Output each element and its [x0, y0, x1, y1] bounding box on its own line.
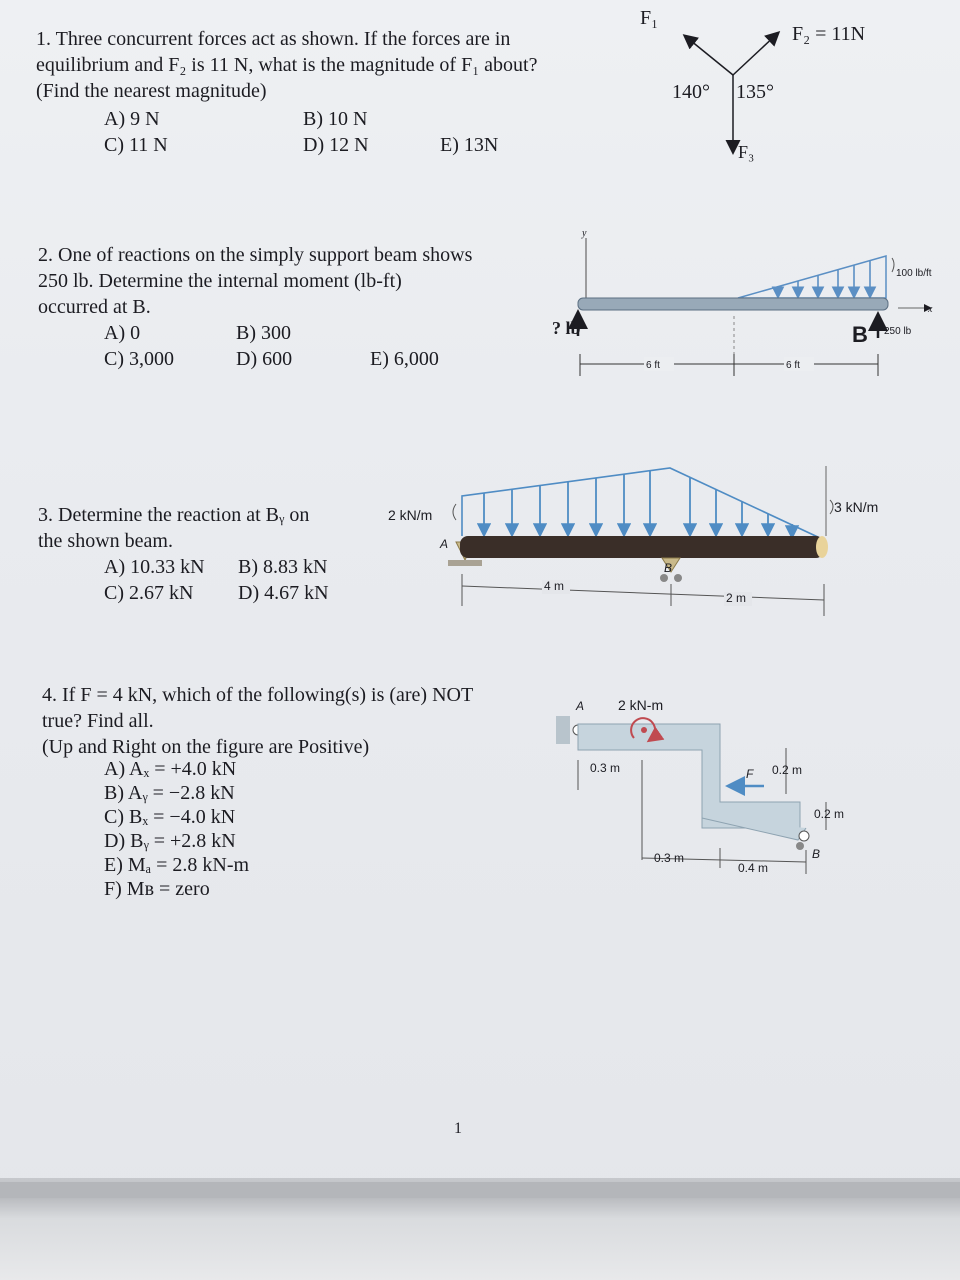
- q3-dimension-1: 4 m: [544, 579, 565, 593]
- q4-dim-5: 0.2 m: [814, 807, 845, 821]
- question-4-text: [42, 682, 473, 760]
- q3-point-a: A: [440, 537, 449, 551]
- q4-line-2: true? Find all.: [42, 710, 154, 732]
- q3-left-load-label: 2 kN/m: [388, 507, 433, 523]
- q4-bent-member: [578, 724, 803, 828]
- monitor-edge: [0, 1182, 960, 1198]
- q1-option-d[interactable]: D) 12 N: [303, 134, 369, 156]
- reaction-a-label: ? lb: [552, 318, 581, 338]
- q4-option-f[interactable]: F) Mʙ = zero: [104, 878, 210, 900]
- q2-beam-diagram: [548, 226, 948, 386]
- angle-135-label: 135°: [736, 81, 774, 103]
- q2-dimension-1: 6 ft: [646, 360, 660, 371]
- q3-option-a[interactable]: A) 10.33 kN: [104, 556, 205, 578]
- q3-beam: [460, 536, 824, 558]
- q4-option-a[interactable]: A) Aₓ = +4.0 kN: [104, 758, 237, 780]
- question-2-text: [38, 242, 472, 320]
- q4-option-b[interactable]: B) Aᵧ = −2.8 kN: [104, 782, 235, 804]
- f2-label: F₂ = 11N: [792, 23, 866, 45]
- q1-option-b[interactable]: B) 10 N: [303, 108, 368, 130]
- angle-140-label: 140°: [672, 81, 710, 103]
- q3-beam-diagram: [384, 456, 944, 626]
- f3-label: F₃: [738, 142, 755, 162]
- q2-line-1: 2. One of reactions on the simply support beam shows: [38, 244, 473, 266]
- q2-option-a[interactable]: A) 0: [104, 322, 141, 344]
- reaction-b-label: 250 lb: [884, 326, 912, 337]
- q3-point-b: B: [664, 561, 673, 575]
- q2-option-d[interactable]: D) 600: [236, 348, 293, 370]
- q1-option-a[interactable]: A) 9 N: [104, 108, 160, 130]
- q2-line-3: occurred at B.: [38, 296, 151, 318]
- q1-line-1: 1. Three concurrent forces act as shown. If the forces are in: [36, 28, 511, 50]
- q2-line-2: 250 lb. Determine the internal moment (lb-ft): [38, 270, 402, 292]
- f1-vector: [685, 36, 733, 75]
- q1-option-c[interactable]: C) 11 N: [104, 134, 168, 156]
- q3-load-outline: [462, 468, 820, 538]
- point-b-label: B: [852, 322, 868, 347]
- q3-dimension-2: 2 m: [726, 591, 747, 605]
- q4-dim-3: 0.4 m: [738, 861, 769, 875]
- q4-force-label: F: [746, 767, 754, 781]
- f2-vector: [733, 33, 778, 75]
- q2-axis-y: y: [582, 228, 587, 239]
- page-number: 1: [454, 1120, 462, 1137]
- question-3-text: [38, 502, 309, 554]
- q3-option-b[interactable]: B) 8.83 kN: [238, 556, 328, 578]
- q2-option-e[interactable]: E) 6,000: [370, 348, 439, 370]
- q1-option-e[interactable]: E) 13N: [440, 134, 499, 156]
- q2-option-c[interactable]: C) 3,000: [104, 348, 174, 370]
- q1-line-2: equilibrium and F₂ is 11 N, what is the magnitude of F₁ about?: [36, 54, 538, 76]
- q4-option-e[interactable]: E) Mₐ = 2.8 kN-m: [104, 854, 250, 876]
- f1-label: F₁: [640, 7, 659, 29]
- q4-option-c[interactable]: C) Bₓ = −4.0 kN: [104, 806, 236, 828]
- q3-option-d[interactable]: D) 4.67 kN: [238, 582, 329, 604]
- q1-line-3: (Find the nearest magnitude): [36, 80, 267, 102]
- q2-axis-x: x: [928, 304, 933, 315]
- q3-line-2: the shown beam.: [38, 530, 173, 552]
- q4-point-a: A: [576, 699, 585, 713]
- q4-moment-label: 2 kN-m: [618, 697, 664, 713]
- q1-force-diagram: [620, 0, 920, 170]
- q3-right-load-label: 3 kN/m: [834, 499, 879, 515]
- q3-line-1: 3. Determine the reaction at Bᵧ on: [38, 504, 310, 526]
- question-1-text: [36, 26, 537, 104]
- q4-point-b: B: [812, 847, 821, 861]
- q2-dimension-2: 6 ft: [786, 360, 800, 371]
- q4-line-3: (Up and Right on the figure are Positive): [42, 736, 370, 758]
- q2-option-b[interactable]: B) 300: [236, 322, 291, 344]
- q4-dim-4: 0.2 m: [772, 763, 803, 777]
- q3-option-c[interactable]: C) 2.67 kN: [104, 582, 194, 604]
- q4-option-d[interactable]: D) Bᵧ = +2.8 kN: [104, 830, 236, 852]
- q4-frame-diagram: [550, 690, 870, 890]
- q4-dim-1: 0.3 m: [590, 761, 621, 775]
- triangular-load: [738, 256, 886, 298]
- distributed-load-label: 100 lb/ft: [896, 268, 932, 279]
- beam: [578, 298, 888, 310]
- q4-line-1: 4. If F = 4 kN, which of the following(s) is (are) NOT: [42, 684, 474, 706]
- q4-dim-2: 0.3 m: [654, 851, 685, 865]
